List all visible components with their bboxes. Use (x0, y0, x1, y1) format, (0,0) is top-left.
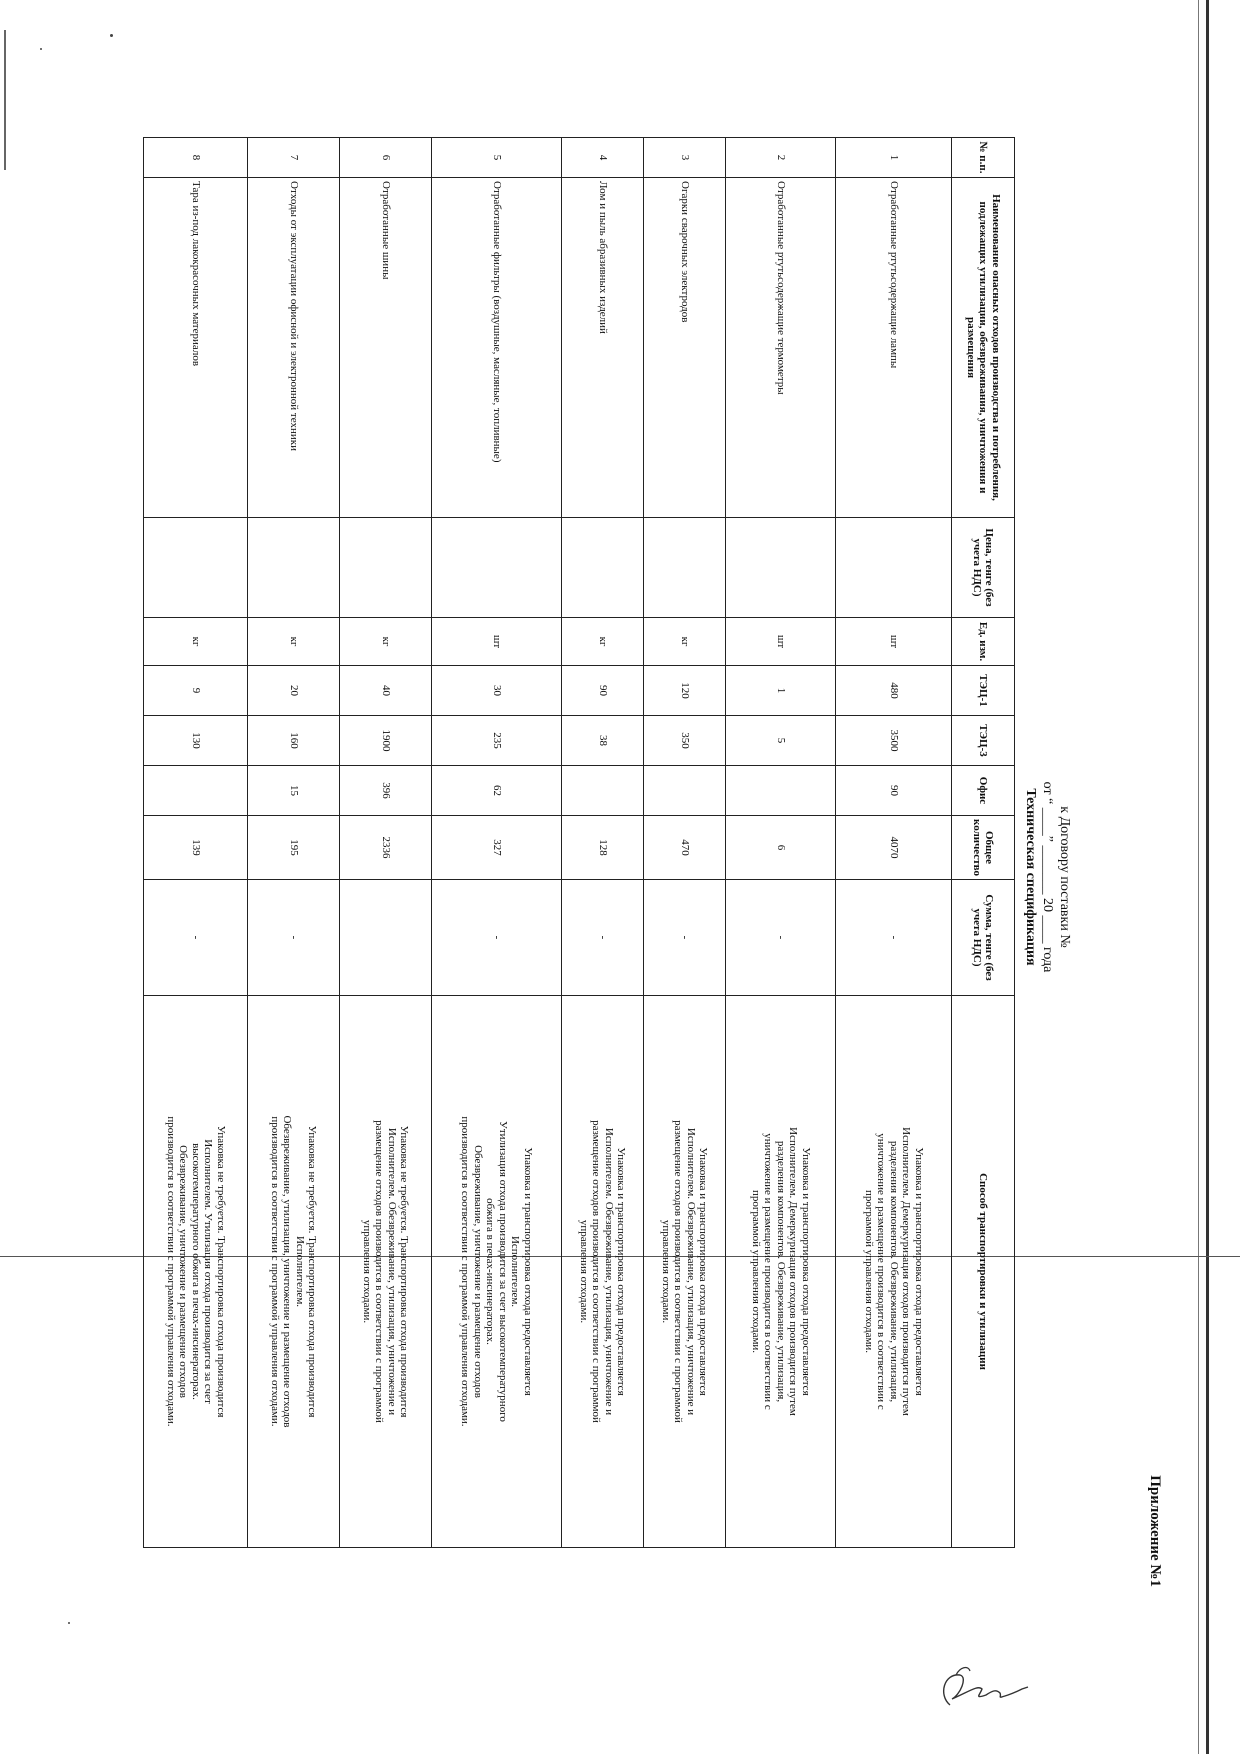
tec3-qty: 235 (432, 716, 562, 766)
tec1-qty: 480 (836, 666, 952, 716)
price-cell (644, 518, 726, 618)
method-text-line: Исполнителем. Демеркуризация отходов производится путем (900, 1127, 913, 1416)
waste-name: Отработанные шины (340, 178, 432, 518)
total-qty: 470 (644, 816, 726, 880)
col-header-num: № п.п. (952, 138, 1015, 178)
method-text-line: Упаковка и транспортировка отхода предоставляется (697, 1147, 710, 1396)
method-text-line: Исполнителем. Обезвреживание, утилизация, уничтожение и (386, 1127, 398, 1416)
method-text-line: производится в соответствии с программой управления отходами. (269, 1116, 281, 1427)
col-header-tec3: ТЭЦ-3 (952, 716, 1015, 766)
method-text-line: управления отходами. (578, 1219, 590, 1324)
tec3-qty: 350 (644, 716, 726, 766)
method-text-line: программой управления отходами. (749, 1189, 762, 1354)
method-text-line: Исполнителем. Обезвреживание, утилизация, уничтожение и (603, 1127, 615, 1416)
total-qty: 4070 (836, 816, 952, 880)
method-text-line: размещение отходов производится в соответствии с программой (672, 1120, 685, 1423)
method-text-line: уничтожение и размещение производится в соответствии с (762, 1133, 775, 1410)
office-qty (144, 766, 248, 816)
office-qty: 90 (836, 766, 952, 816)
tec3-qty: 3500 (836, 716, 952, 766)
signature (930, 1655, 1050, 1715)
price-cell (340, 518, 432, 618)
table-row (144, 138, 248, 1548)
document-title: Техническая спецификация (1023, 788, 1038, 966)
total-qty: 327 (432, 816, 562, 880)
method-cell (726, 996, 836, 1548)
waste-name: Отработанные фильтры (воздушные, масляные, топливные) (432, 178, 562, 518)
row-number: 6 (340, 138, 432, 178)
method-text-line: производится в соответствии с программой управления отходами. (459, 1116, 472, 1427)
row-number: 5 (432, 138, 562, 178)
col-header-tec1: ТЭЦ-1 (952, 666, 1015, 716)
waste-name: Отходы от эксплуатации офисной и электронной техники (248, 178, 340, 518)
row-number: 4 (562, 138, 644, 178)
unit-cell: шт (432, 618, 562, 666)
scan-left-mark (4, 30, 6, 170)
table-row (562, 138, 644, 1548)
method-text-line: программой управления отходами. (862, 1189, 875, 1354)
method-text-line: разделения компонентов. Обезвреживание, утилизация, (774, 1140, 787, 1403)
waste-name: Тара из-под лакокрасочных материалов (144, 178, 248, 518)
method-text-line: управления отходами. (361, 1219, 373, 1324)
unit-cell: шт (836, 618, 952, 666)
unit-cell: кг (144, 618, 248, 666)
method-text-line: уничтожение и размещение производится в соответствии с (875, 1133, 888, 1410)
total-qty: 6 (726, 816, 836, 880)
method-text-line: Упаковка и транспортировка отхода предоставляется (912, 1147, 925, 1396)
method-text-line: Упаковка и транспортировка отхода предоставляется (522, 1147, 534, 1396)
scan-speck (110, 34, 113, 37)
method-text-line: размещение отходов производится в соответствии с программой (373, 1120, 386, 1423)
sum-cell: - (836, 880, 952, 996)
price-cell (836, 518, 952, 618)
unit-cell: кг (340, 618, 432, 666)
waste-name: Отработанные ртутьсодержащие лампы (836, 178, 952, 518)
scan-speck (40, 48, 42, 50)
office-qty (562, 766, 644, 816)
row-number: 8 (144, 138, 248, 178)
waste-name: Огарки сварочных электродов (644, 178, 726, 518)
method-text-line: Исполнителем. Демеркуризация отходов производится путем (787, 1127, 800, 1416)
tec3-qty: 130 (144, 716, 248, 766)
method-text-line: Исполнителем. (509, 1235, 522, 1308)
method-text-line: Утилизация отхода производится за счет высокотемпературного (497, 1121, 509, 1422)
method-text-line: высокотемпературного обжига в печах-инсинераторах. (189, 1143, 202, 1400)
document-header (1022, 137, 1073, 1617)
tec1-qty: 1 (726, 666, 836, 716)
price-cell (432, 518, 562, 618)
unit-cell: шт (726, 618, 836, 666)
unit-cell: кг (248, 618, 340, 666)
row-number: 1 (836, 138, 952, 178)
total-qty: 139 (144, 816, 248, 880)
sum-cell: - (562, 880, 644, 996)
method-text-line: Обезвреживание, уничтожение и размещение отходов (472, 1145, 484, 1398)
tec3-qty: 160 (248, 716, 340, 766)
method-text-line: Упаковка не требуется. Транспортировка отхода производится (214, 1125, 227, 1418)
col-header-total: Общее количество (952, 816, 1015, 880)
table-header-row (952, 138, 1015, 1548)
method-cell (144, 996, 248, 1548)
price-cell (726, 518, 836, 618)
office-qty: 62 (432, 766, 562, 816)
method-text-line: Упаковка и транспортировка отхода предоставляется (615, 1147, 628, 1396)
waste-name: Отработанные ртутьсодержащие термометры (726, 178, 836, 518)
date-line: от “ ____” _______ 20 ____ года (1040, 781, 1055, 973)
total-qty: 2336 (340, 816, 432, 880)
sum-cell: - (644, 880, 726, 996)
row-number: 2 (726, 138, 836, 178)
method-text-line: производится в соответствии с программой управления отходами. (164, 1116, 177, 1427)
method-cell (248, 996, 340, 1548)
tec3-qty: 5 (726, 716, 836, 766)
method-text-line: Исполнителем. Обезвреживание, утилизация, уничтожение и (685, 1127, 697, 1416)
tec1-qty: 9 (144, 666, 248, 716)
row-number: 7 (248, 138, 340, 178)
sum-cell: - (432, 880, 562, 996)
tec1-qty: 90 (562, 666, 644, 716)
method-cell (836, 996, 952, 1548)
method-text-line: Обезвреживание, уничтожение и размещение отходов (177, 1145, 190, 1398)
table-row (432, 138, 562, 1548)
unit-cell: кг (644, 618, 726, 666)
office-qty (726, 766, 836, 816)
col-header-method: Способ транспортировки и утилизации (952, 996, 1015, 1548)
scan-speck (68, 1622, 70, 1624)
contract-line: к Договору поставки № (1057, 806, 1072, 948)
tec1-qty: 20 (248, 666, 340, 716)
method-cell (644, 996, 726, 1548)
scan-edge-line-thin (1198, 0, 1199, 1754)
row-number: 3 (644, 138, 726, 178)
col-header-name: Наименование опасных отходов производства и потребления, подлежащих утилизации, обезвреживания, уничтожения и размещения (952, 178, 1015, 518)
method-text-line: Исполнителем. Утилизация отхода производится за счет (202, 1139, 215, 1404)
total-qty: 128 (562, 816, 644, 880)
method-text-line: обжига в печах-инсинераторах. (484, 1198, 497, 1345)
col-header-sum: Сумма, тенге (без учета НДС) (952, 880, 1015, 996)
method-cell (562, 996, 644, 1548)
table-row (340, 138, 432, 1548)
method-text-line: Исполнителем. (294, 1235, 306, 1308)
tec3-qty: 1900 (340, 716, 432, 766)
tec1-qty: 120 (644, 666, 726, 716)
specification-table (143, 137, 1015, 1548)
scan-edge-line (1206, 0, 1209, 1754)
appendix-label: Приложение №1 (1147, 1475, 1163, 1587)
method-text-line: разделения компонентов. Обезвреживание, утилизация, (887, 1140, 900, 1403)
method-text-line: Упаковка не требуется. Транспортировка отхода производится (398, 1125, 411, 1418)
sum-cell: - (248, 880, 340, 996)
method-text-line: управления отходами. (660, 1219, 672, 1324)
sum-cell: - (144, 880, 248, 996)
unit-cell: кг (562, 618, 644, 666)
rotated-page (85, 137, 1163, 1617)
office-qty: 15 (248, 766, 340, 816)
method-text-line: Обезвреживание, утилизация, уничтожение и размещение отходов (281, 1115, 294, 1428)
table-body (144, 138, 952, 1548)
method-cell (432, 996, 562, 1548)
price-cell (144, 518, 248, 618)
tec1-qty: 30 (432, 666, 562, 716)
method-text-line: Упаковка и транспортировка отхода предоставляется (799, 1147, 812, 1396)
table-row (644, 138, 726, 1548)
col-header-price: Цена, тенге (без учета НДС) (952, 518, 1015, 618)
tec1-qty: 40 (340, 666, 432, 716)
waste-name: Лом и пыль абразивных изделий (562, 178, 644, 518)
office-qty (644, 766, 726, 816)
sum-cell: - (726, 880, 836, 996)
sum-cell (340, 880, 432, 996)
price-cell (248, 518, 340, 618)
col-header-unit: Ед. изм. (952, 618, 1015, 666)
total-qty: 195 (248, 816, 340, 880)
tec3-qty: 38 (562, 716, 644, 766)
method-text-line: Упаковка не требуется. Транспортировка отхода производится (306, 1125, 319, 1418)
method-text-line: размещение отходов производится в соответствии с программой (590, 1120, 603, 1423)
price-cell (562, 518, 644, 618)
office-qty: 396 (340, 766, 432, 816)
table-row (836, 138, 952, 1548)
method-cell (340, 996, 432, 1548)
col-header-office: Офис (952, 766, 1015, 816)
table-row (726, 138, 836, 1548)
table-row (248, 138, 340, 1548)
